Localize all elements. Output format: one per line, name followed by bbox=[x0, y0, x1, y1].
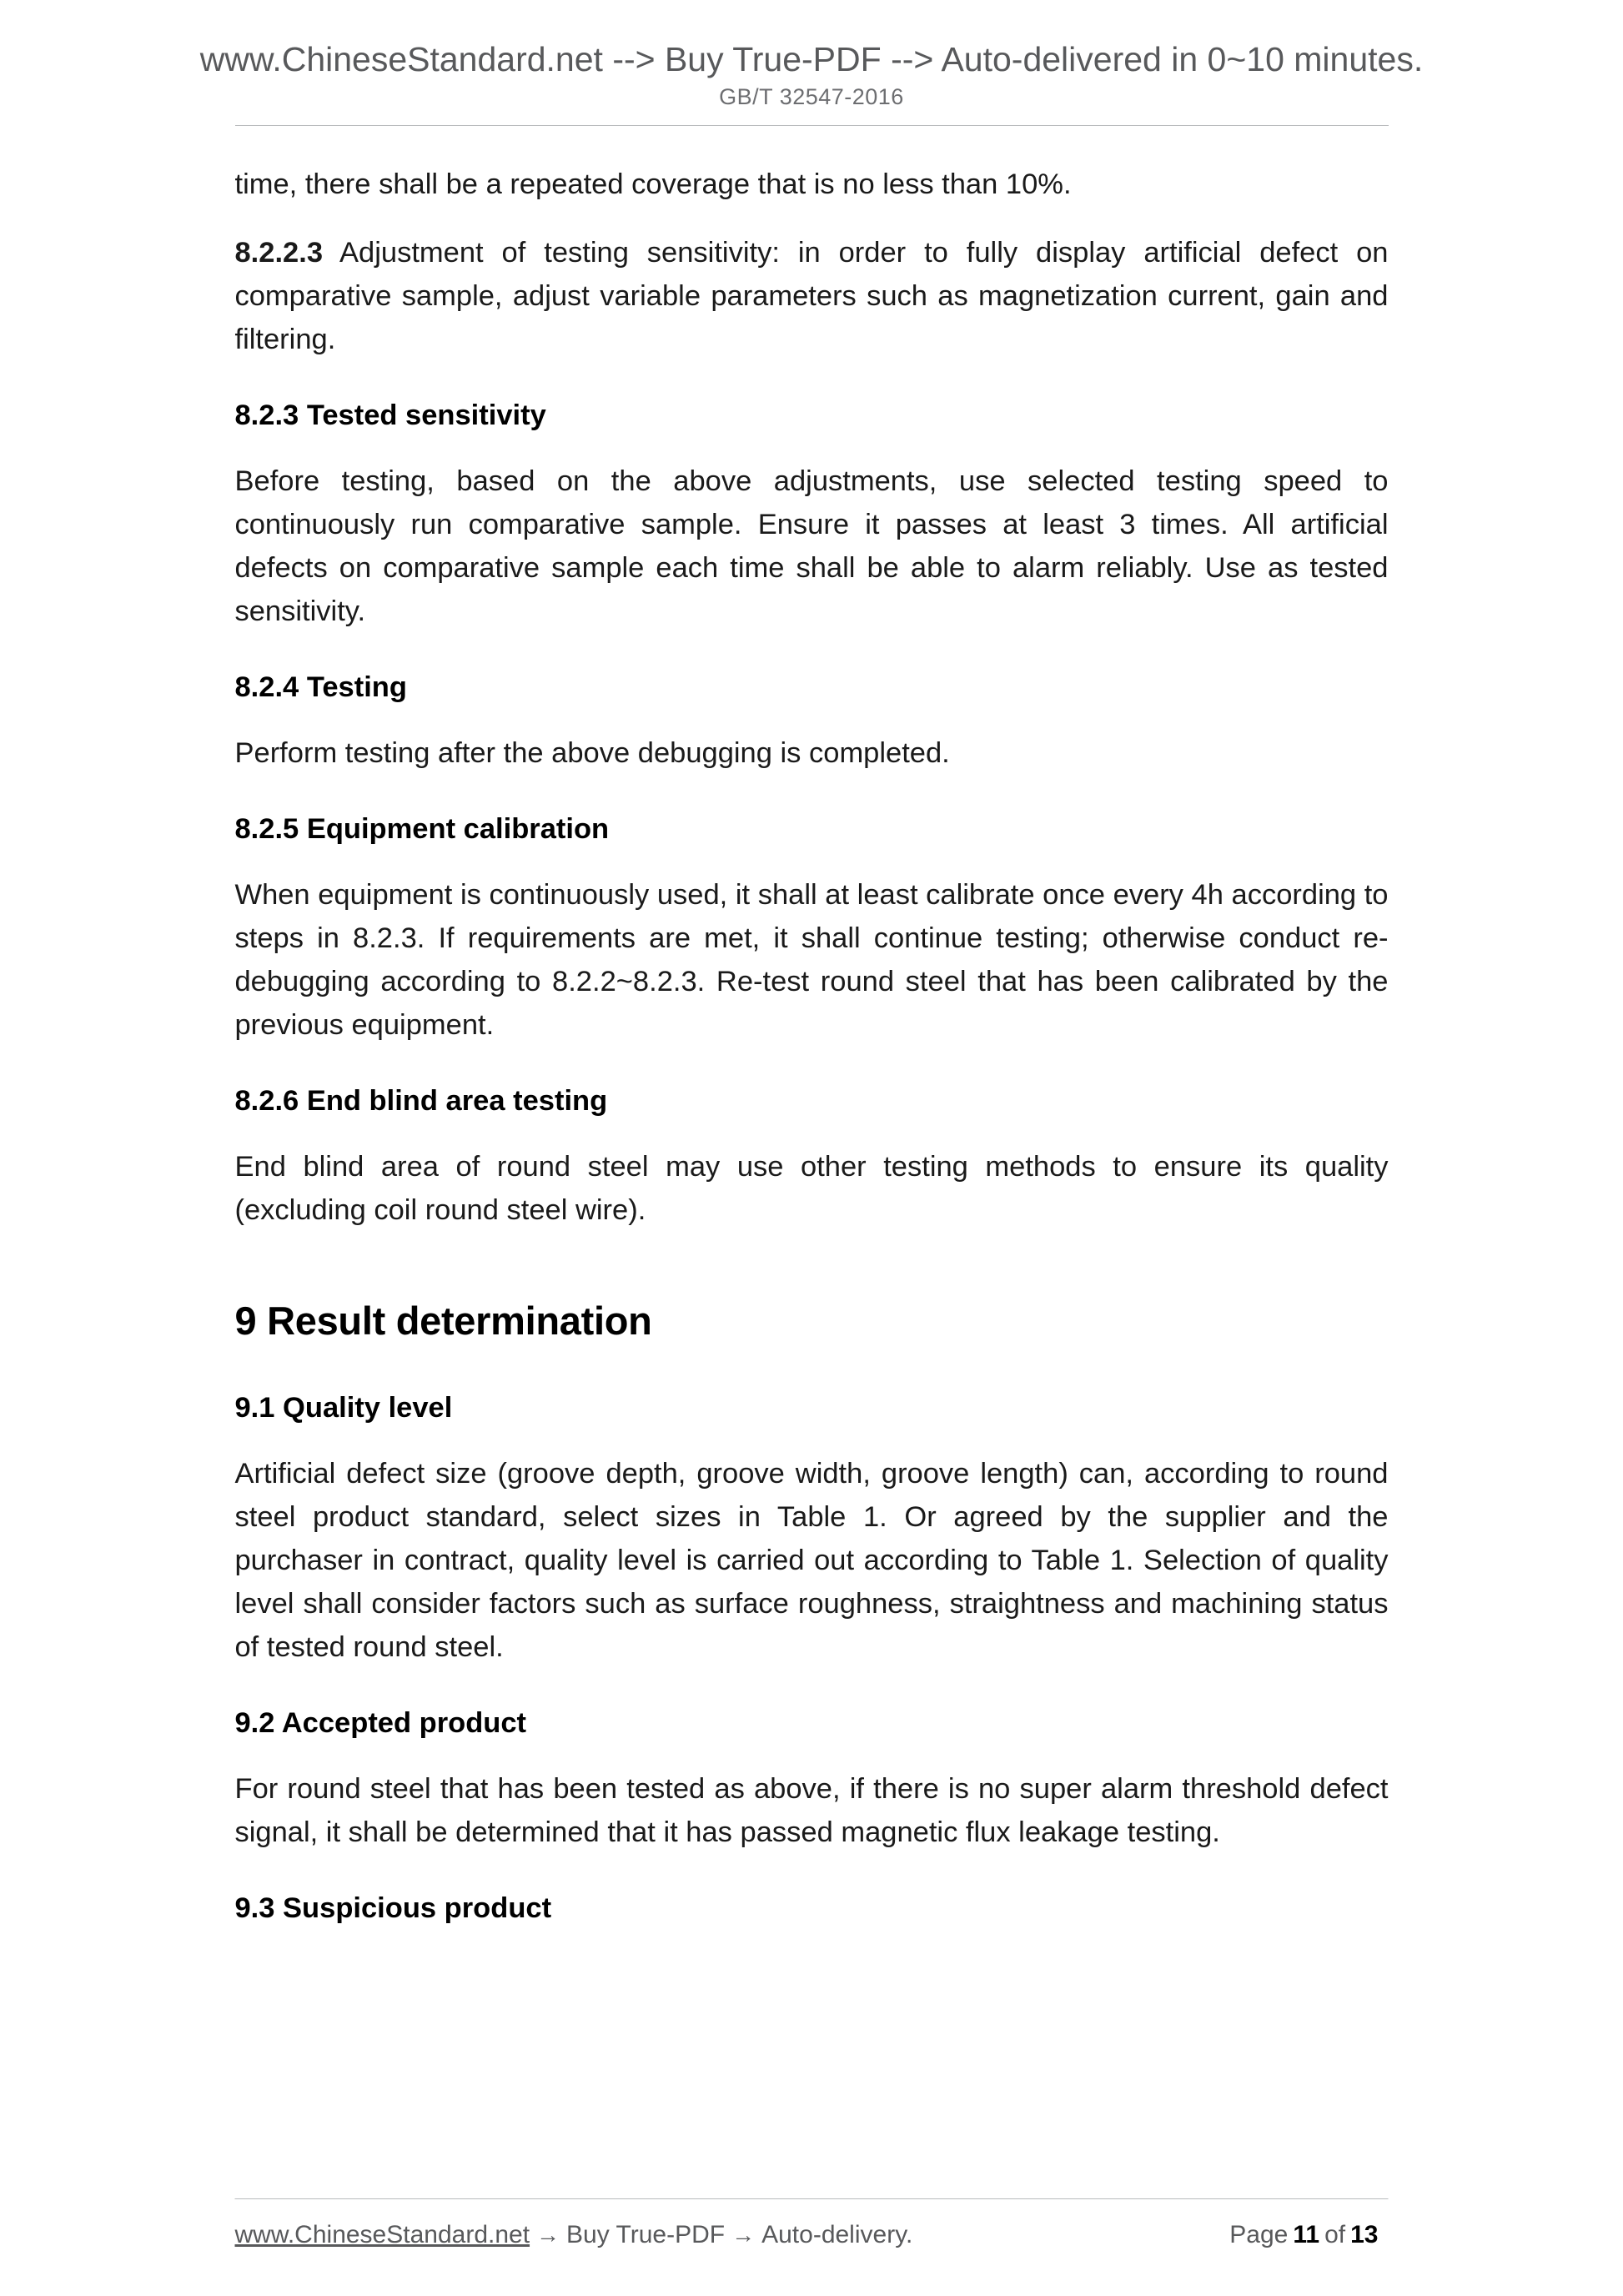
footer-left-group bbox=[235, 2221, 913, 2249]
footer-buy-label: Buy True-PDF bbox=[566, 2221, 726, 2248]
footer-row bbox=[235, 2221, 1389, 2249]
heading-9-3: 9.3 Suspicious product bbox=[234, 1892, 552, 1925]
paragraph-9-2: For round steel that has been tested as above, if there is no super alarm threshold defect signal, it shall be determined that it has passed magnetic flux leakage testing. bbox=[234, 1773, 1389, 1849]
of-label: of bbox=[1324, 2221, 1346, 2248]
heading-8-2-6: 8.2.6 End blind area testing bbox=[234, 1085, 608, 1118]
paragraph-8-2-6: End blind area of round steel may use other testing methods to ensure its quality (excluding coil round steel wire). bbox=[234, 1151, 1389, 1227]
section-heading-9: 9 Result determination bbox=[234, 1299, 652, 1344]
page-number: 11 bbox=[1293, 2221, 1320, 2248]
page-footer bbox=[235, 2198, 1389, 2249]
paragraph-continued: time, there shall be a repeated coverage that is no less than 10%. bbox=[234, 168, 1072, 201]
standard-identifier: GB/T 32547-2016 bbox=[719, 84, 904, 110]
paragraph-8-2-3: Before testing, based on the above adjustments, use selected testing speed to continuously run comparative sample. Ensure it passes at least 3 times. All artificial defects on comparative sample each time shall be able to alarm reliably. Use as tested sensitivity. bbox=[234, 465, 1389, 628]
footer-divider bbox=[235, 2198, 1389, 2199]
clause-text-8-2-2-3: Adjustment of testing sensitivity: in order to fully display artificial defect on comparative sample, adjust variable parameters such as magnetization current, gain and filtering. bbox=[234, 237, 1389, 356]
paragraph-9-1: Artificial defect size (groove depth, groove width, groove length) can, according to round steel product standard, select sizes in Table 1. Or agreed by the supplier and the purchaser in contract, quality level is carried out according to Table 1. Selection of quality level shall consider factors such as surface roughness, straightness and machining status of tested round steel. bbox=[234, 1458, 1389, 1664]
paragraph-8-2-4: Perform testing after the above debugging is completed. bbox=[234, 737, 950, 770]
heading-9-1: 9.1 Quality level bbox=[234, 1392, 453, 1424]
page-total: 13 bbox=[1350, 2221, 1379, 2248]
page-label: Page bbox=[1229, 2221, 1289, 2248]
arrow-right-icon-2: → bbox=[731, 2222, 756, 2248]
arrow-right-icon: → bbox=[536, 2222, 560, 2248]
heading-8-2-5: 8.2.5 Equipment calibration bbox=[234, 813, 610, 846]
paragraph-8-2-5: When equipment is continuously used, it shall at least calibrate once every 4h according to steps in 8.2.3. If requirements are met, it shall continue testing; otherwise conduct re-debugging according to 8.2.2~8.2.3. Re-test round steel that has been calibrated by the previous equipment. bbox=[234, 879, 1389, 1042]
footer-site-link[interactable]: www.ChineseStandard.net bbox=[234, 2221, 530, 2248]
clause-8-2-2-3 bbox=[235, 231, 1389, 361]
heading-9-2: 9.2 Accepted product bbox=[234, 1707, 527, 1740]
promo-banner: www.ChineseStandard.net --> Buy True-PDF --> Auto-delivered in 0~10 minutes. bbox=[199, 40, 1424, 78]
page-content bbox=[235, 126, 1389, 1927]
heading-8-2-4: 8.2.4 Testing bbox=[234, 671, 407, 704]
page-header bbox=[0, 0, 1623, 126]
footer-delivery-label: Auto-delivery. bbox=[761, 2221, 913, 2248]
page-indicator bbox=[1229, 2221, 1388, 2249]
heading-8-2-3: 8.2.3 Tested sensitivity bbox=[234, 399, 546, 432]
clause-number-8-2-2-3: 8.2.2.3 bbox=[234, 237, 324, 269]
